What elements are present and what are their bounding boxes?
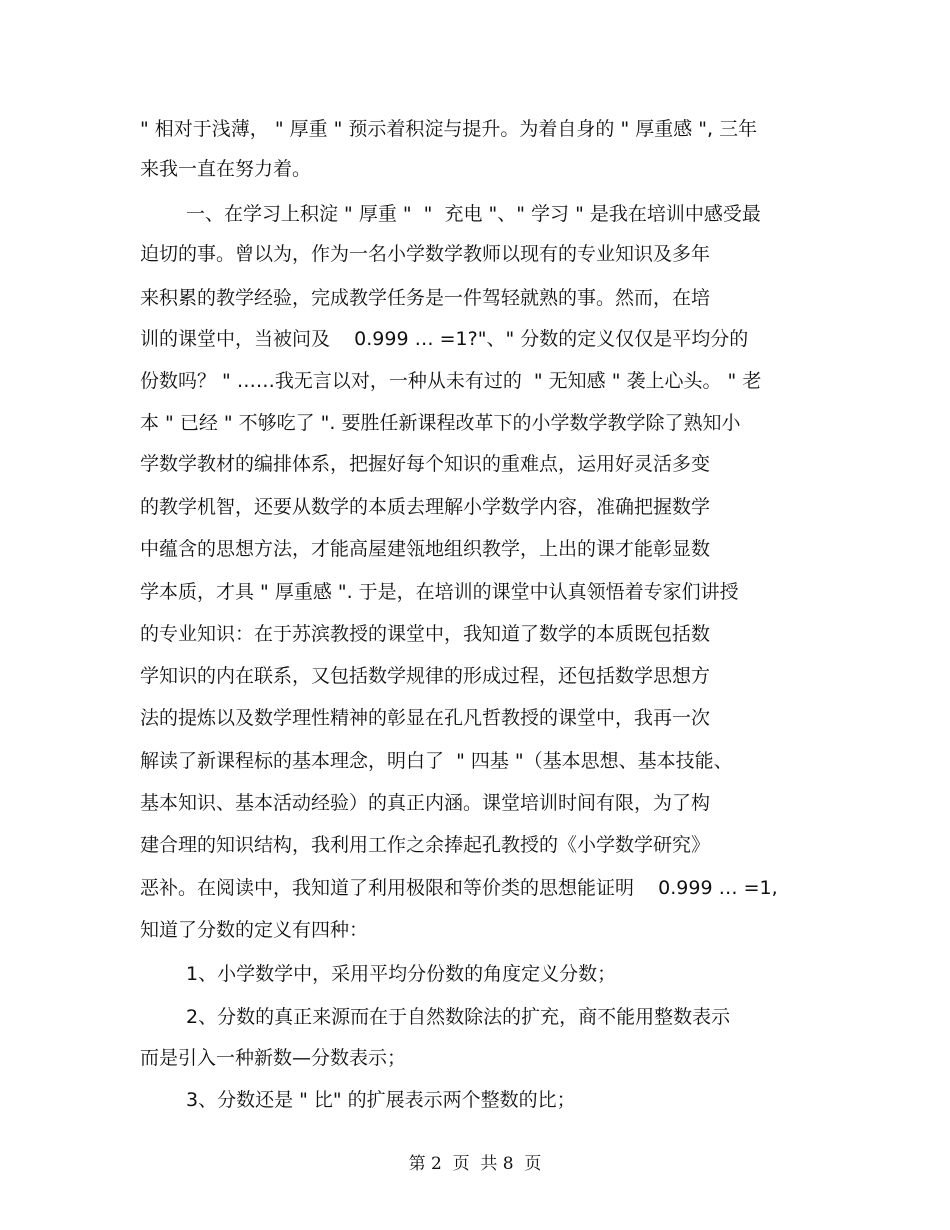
text-line: 来我一直在努力着。 — [140, 158, 312, 180]
text-line: 法的提炼以及数学理性精神的彰显在孔凡哲教授的课堂中，我再一次 — [140, 707, 711, 729]
text-line: 训的课堂中，当被问及 0.999 … =1?"、" 分数的定义仅仅是平均分的 — [140, 328, 749, 350]
list-item-2: 2、分数的真正来源而在于自然数除法的扩充，商不能用整数表示 — [186, 1006, 731, 1028]
text-line: 建合理的知识结构，我利用工作之余捧起孔教授的《小学数学研究》 — [140, 834, 711, 856]
list-item-1: 1、小学数学中，采用平均分份数的角度定义分数； — [186, 963, 617, 985]
text-line: 学数学教材的编排体系，把握好每个知识的重难点，运用好灵活多变 — [140, 453, 711, 475]
text-line: 中蕴含的思想方法，才能高屋建瓴地组织教学，上出的课才能彰显数 — [140, 538, 711, 560]
text-line: 迫切的事。曾以为，作为一名小学数学教师以现有的专业知识及多年 — [140, 243, 711, 265]
text-line: 而是引入一种新数—分数表示； — [140, 1047, 407, 1069]
page-number-footer: 第 2 页 共 8 页 — [408, 1154, 542, 1174]
text-line: 份数吗？ " ……我无言以对，一种从未有过的 " 无知感 " 袭上心头。 " 老 — [140, 370, 762, 392]
text-line: 知道了分数的定义有四种： — [140, 919, 369, 941]
text-line: 基本知识、基本活动经验）的真正内涵。课堂培训时间有限，为了构 — [140, 792, 711, 814]
paragraph-heading-line: 一、在学习上积淀 " 厚重 " " 充电 "、" 学习 " 是我在培训中感受最 — [186, 203, 761, 225]
text-line: 解读了新课程标的基本理念，明白了 " 四基 "（基本思想、基本技能、 — [140, 750, 733, 772]
text-line: 恶补。在阅读中，我知道了利用极限和等价类的思想能证明 0.999 … =1, — [140, 877, 778, 899]
text-line: 本 " 已经 " 不够吃了 ". 要胜任新课程改革下的小学数学教学除了熟知小 — [140, 412, 741, 434]
text-line: 学本质，才具 " 厚重感 ". 于是，在培训的课堂中认真领悟着专家们讲授 — [140, 581, 739, 603]
text-line: 来积累的教学经验，完成教学任务是一件驾轻就熟的事。然而，在培 — [140, 287, 711, 309]
text-line: 的教学机智，还要从数学的本质去理解小学数学内容，准确把握数学 — [140, 496, 711, 518]
text-line: 学知识的内在联系，又包括数学规律的形成过程，还包括数学思想方 — [140, 665, 711, 687]
text-line: 的专业知识：在于苏滨教授的课堂中，我知道了数学的本质既包括数 — [140, 623, 711, 645]
text-line: " 相对于浅薄， " 厚重 " 预示着积淀与提升。为着自身的 " 厚重感 ", 三年 — [140, 118, 758, 140]
list-item-3: 3、分数还是 " 比" 的扩展表示两个整数的比； — [186, 1089, 576, 1111]
